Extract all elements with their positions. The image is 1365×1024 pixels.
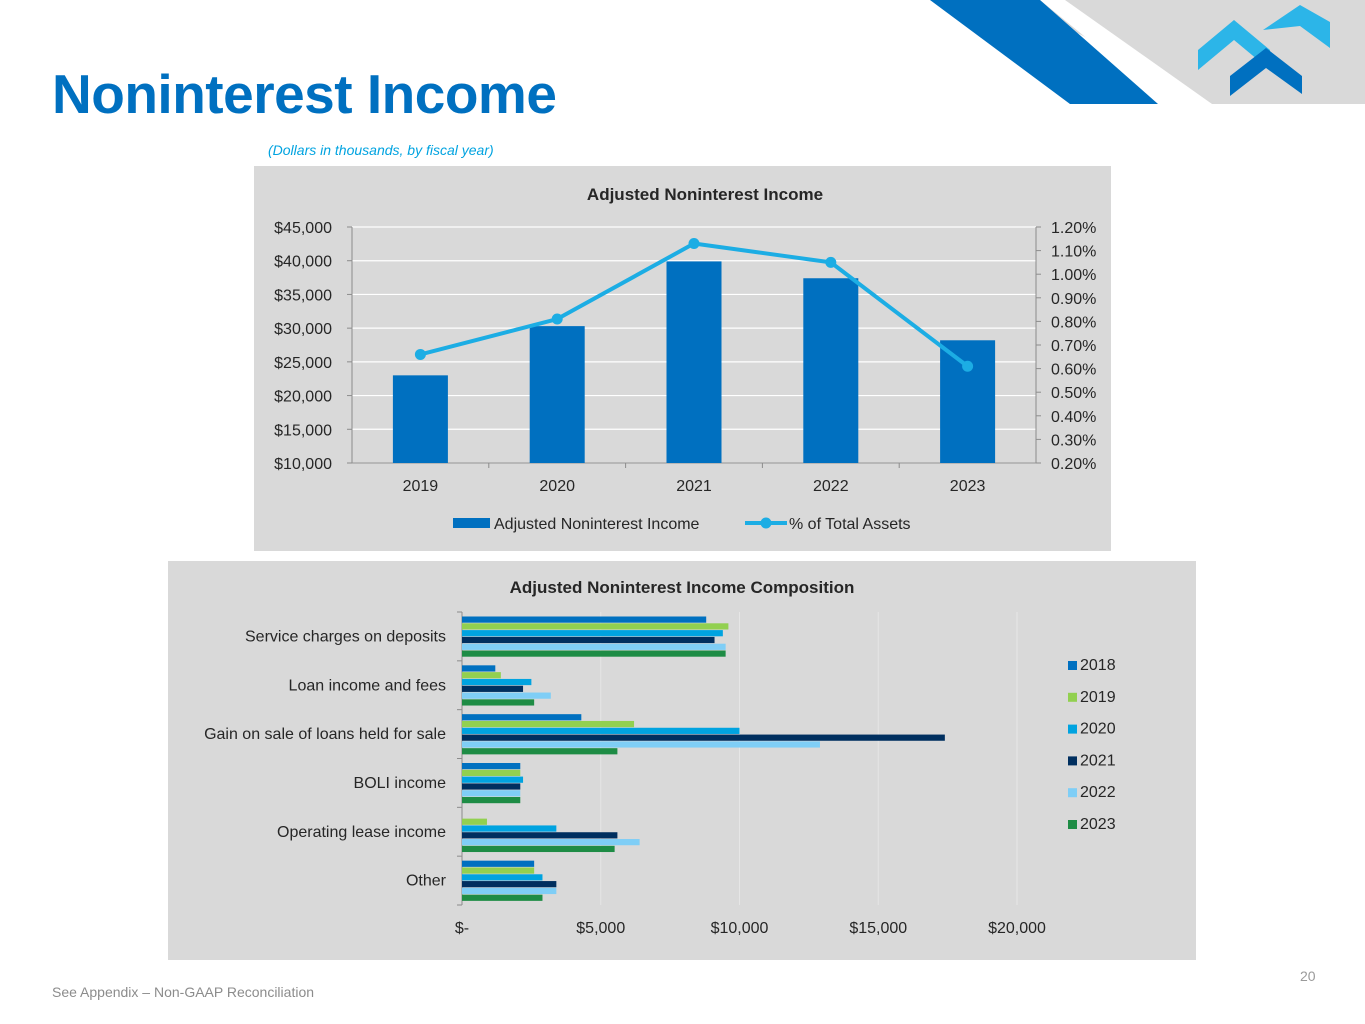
legend-swatch (1068, 693, 1077, 702)
bar-2022 (462, 790, 520, 796)
bar-2020 (462, 728, 740, 734)
x-tick-label: 2020 (539, 478, 575, 495)
income-bar (530, 326, 585, 463)
category-label: Operating lease income (277, 823, 446, 841)
y-right-tick-label: 0.30% (1051, 432, 1097, 450)
legend-label: 2018 (1080, 657, 1116, 674)
bar-2019 (462, 672, 501, 678)
pct-assets-point (689, 238, 700, 249)
category-label: Service charges on deposits (245, 628, 446, 646)
income-composition-chart-svg (168, 561, 1196, 960)
y-left-tick-label: $25,000 (274, 354, 332, 372)
bar-2018 (462, 763, 520, 769)
bar-2021 (462, 735, 945, 741)
x-tick-label: $10,000 (710, 920, 769, 937)
bar-2021 (462, 881, 556, 887)
y-right-tick-label: 1.20% (1051, 220, 1097, 237)
legend-line-label: % of Total Assets (789, 516, 911, 533)
y-left-tick-label: $30,000 (274, 321, 332, 339)
category-label: BOLI income (353, 774, 446, 792)
y-right-tick-label: 0.40% (1051, 408, 1097, 426)
x-tick-label: 2019 (402, 478, 439, 495)
income-composition-chart (168, 561, 1196, 960)
y-right-tick-label: 1.00% (1051, 267, 1097, 285)
category-label: Gain on sale of loans held for sale (204, 726, 446, 744)
pct-assets-point (415, 349, 426, 360)
chart-title: Adjusted Noninterest Income (586, 185, 824, 204)
bar-2020 (462, 630, 723, 636)
bar-2020 (462, 679, 531, 685)
bar-2020 (462, 777, 523, 783)
bar-2023 (462, 699, 534, 705)
legend-label: 2020 (1080, 720, 1116, 738)
legend-swatch (1068, 820, 1077, 829)
y-right-tick-label: 0.70% (1051, 338, 1097, 355)
bar-2023 (462, 651, 726, 657)
y-left-tick-label: $10,000 (274, 456, 332, 473)
legend-bar-label: Adjusted Noninterest Income (494, 516, 700, 533)
legend-label: 2022 (1080, 784, 1116, 802)
pct-assets-point (962, 361, 973, 372)
units-subtitle: (Dollars in thousands, by fiscal year) (268, 142, 494, 158)
bar-2020 (462, 825, 556, 831)
page-number: 20 (1300, 968, 1316, 984)
x-tick-label: 2021 (676, 478, 712, 495)
noninterest-income-chart-svg (254, 166, 1111, 551)
bar-2023 (462, 748, 617, 754)
y-right-tick-label: 1.10% (1051, 243, 1097, 261)
income-bar (803, 278, 858, 463)
bar-2019 (462, 623, 728, 629)
bar-2021 (462, 832, 617, 838)
bar-2021 (462, 686, 523, 692)
legend-label: 2023 (1080, 816, 1116, 833)
legend-swatch (1068, 725, 1077, 734)
legend-swatch (1068, 788, 1077, 797)
bar-2022 (462, 839, 640, 845)
legend-swatch (1068, 756, 1077, 765)
bar-2021 (462, 637, 715, 643)
bar-2023 (462, 797, 520, 803)
page-title: Noninterest Income (52, 63, 557, 125)
legend-label: 2021 (1080, 752, 1116, 770)
legend-line-marker (761, 518, 772, 529)
x-tick-label: 2022 (813, 478, 849, 495)
bar-2019 (462, 867, 534, 873)
legend-bar-swatch (453, 518, 490, 528)
x-tick-label: $15,000 (849, 920, 908, 937)
noninterest-income-chart (254, 166, 1111, 551)
y-right-tick-label: 0.20% (1051, 456, 1097, 473)
y-left-tick-label: $40,000 (274, 253, 332, 271)
bar-2022 (462, 888, 556, 894)
legend-label: 2019 (1080, 688, 1116, 706)
bar-2018 (462, 617, 706, 623)
pct-assets-point (552, 314, 563, 325)
y-right-tick-label: 0.50% (1051, 385, 1097, 403)
bar-2022 (462, 644, 726, 650)
bar-2020 (462, 874, 542, 880)
y-right-tick-label: 0.80% (1051, 314, 1097, 332)
x-tick-label: $- (454, 920, 470, 937)
y-left-tick-label: $45,000 (274, 220, 332, 237)
bar-2019 (462, 819, 487, 825)
legend-swatch (1068, 661, 1077, 670)
y-left-tick-label: $15,000 (274, 422, 332, 440)
y-left-tick-label: $20,000 (274, 388, 332, 406)
x-tick-label: $20,000 (988, 920, 1046, 937)
bar-2019 (462, 770, 520, 776)
bar-2023 (462, 895, 542, 901)
bar-2018 (462, 714, 581, 720)
bar-2018 (462, 665, 495, 671)
x-tick-label: 2023 (949, 478, 986, 495)
income-bar (667, 261, 722, 463)
x-tick-label: $5,000 (576, 920, 626, 937)
income-bar (940, 340, 995, 463)
category-label: Loan income and fees (288, 677, 446, 695)
bar-2022 (462, 741, 820, 747)
y-left-tick-label: $35,000 (274, 287, 332, 305)
y-right-tick-label: 0.60% (1051, 361, 1097, 379)
category-label: Other (405, 872, 446, 890)
income-bar (393, 375, 448, 463)
pct-assets-point (825, 257, 836, 268)
chart-title: Adjusted Noninterest Income Composition (509, 578, 855, 597)
bar-2019 (462, 721, 634, 727)
y-right-tick-label: 0.90% (1051, 290, 1097, 308)
footnote: See Appendix – Non-GAAP Reconciliation (52, 984, 315, 1000)
bar-2022 (462, 693, 551, 699)
bar-2023 (462, 846, 615, 852)
bar-2021 (462, 783, 520, 789)
bar-2018 (462, 861, 534, 867)
